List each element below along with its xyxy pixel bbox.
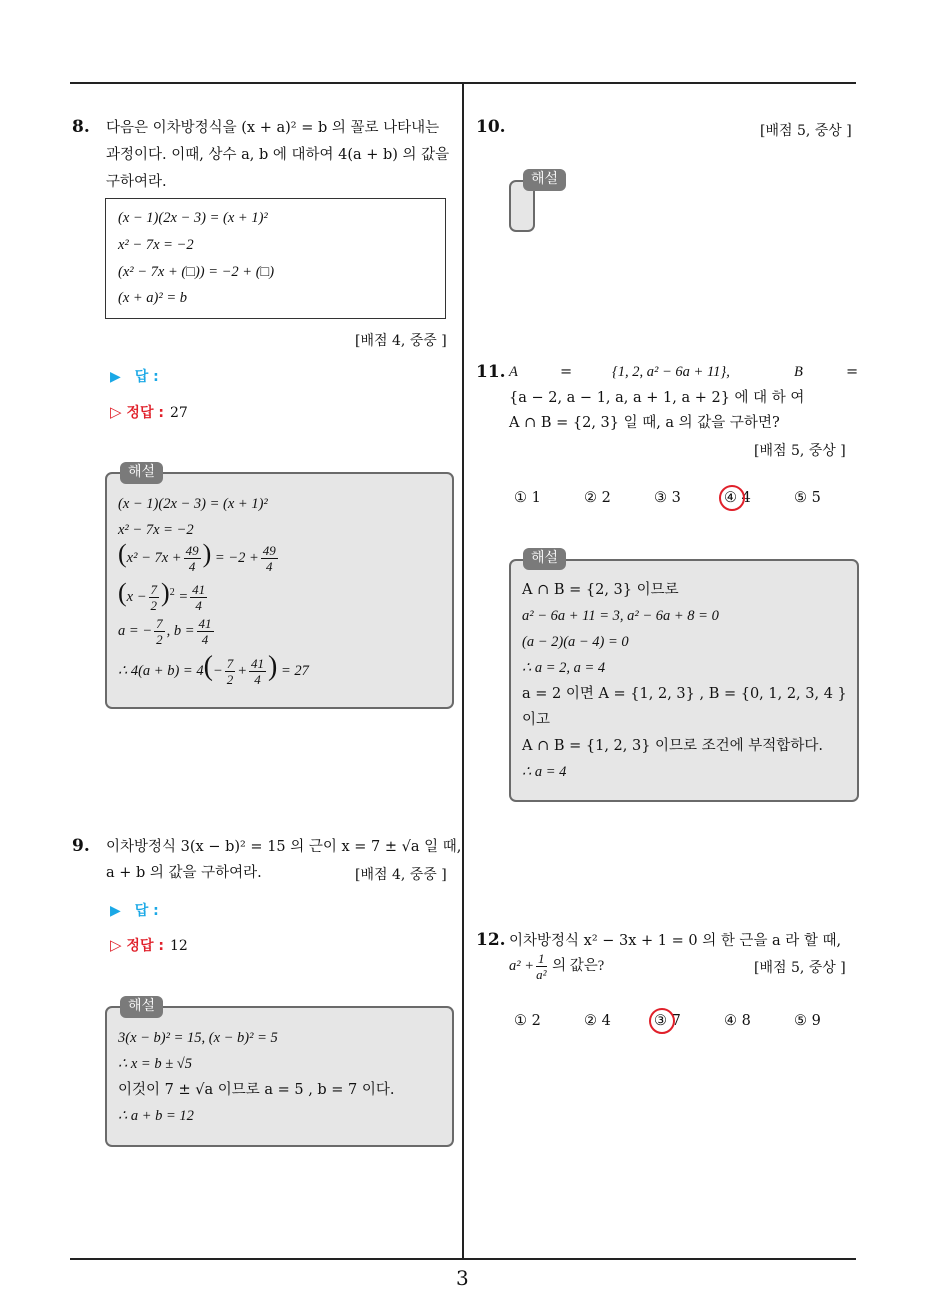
- question-9-text-line-1: 이차방정식 3(x − b)² = 15 의 근이 x = 7 ± √a 일 때,: [106, 839, 462, 855]
- question-10-score: [배점 5, 중상 ]: [760, 123, 852, 139]
- process-line-3: (x² − 7x + (□)) = −2 + (□): [118, 264, 275, 280]
- exp11-line-1: A ∩ B = {2, 3} 이므로: [522, 582, 679, 598]
- correct-value: 27: [169, 405, 188, 421]
- process-line-4: (x + a)² = b: [118, 290, 188, 306]
- question-8-score: [배점 4, 중중 ]: [355, 333, 447, 349]
- question-9-score: [배점 4, 중중 ]: [355, 867, 447, 883]
- question-12-choice-4[interactable]: ④ 8: [724, 1013, 751, 1029]
- question-11-text-b: B: [794, 364, 803, 380]
- exp8-line-4: (x − $\frac{7}{2}$ )$^2$ = $\frac{41}{4}$: [118, 578, 206, 614]
- selected-answer-circle-icon: [719, 485, 745, 511]
- question-11-choice-4[interactable]: ④ 4: [724, 490, 751, 506]
- question-8-text-line-1: 다음은 이차방정식을 (x + a)² = b 의 꼴로 나타내는: [106, 120, 440, 136]
- question-8-text-line-2: 과정이다. 이때, 상수 a, b 에 대하여 4(a + b) 의 값을: [106, 147, 450, 163]
- play-triangle-icon: ▶: [110, 369, 121, 385]
- question-9-answer-row: [110, 900, 159, 920]
- process-line-1: (x − 1)(2x − 3) = (x + 1)²: [118, 210, 268, 226]
- question-10-number: 10.: [476, 117, 506, 137]
- exp11-line-3: (a − 2)(a − 4) = 0: [522, 634, 629, 650]
- correct-label: 정답 :: [126, 405, 164, 421]
- correct-value: 12: [169, 938, 188, 954]
- exp9-line-3: 이것이 7 ± √a 이므로 a = 5 , b = 7 이다.: [118, 1082, 395, 1098]
- column-divider: [462, 83, 464, 1260]
- question-11-text-eq2: =: [846, 364, 859, 380]
- exp8-line-3: (x² − 7x + $\frac{49}{4}$ ) = −2 + $\frac{49}{4}$: [118, 539, 276, 575]
- play-triangle-icon: ▶: [110, 903, 121, 919]
- question-8-process-box: [105, 198, 446, 319]
- question-9-explanation-tag: 해설: [120, 996, 163, 1018]
- question-9-number: 9.: [72, 836, 90, 856]
- question-11-set-a: {1, 2, a² − 6a + 11},: [612, 364, 730, 380]
- question-11-explanation-tag: 해설: [523, 548, 566, 570]
- exp11-line-6: 이고: [522, 712, 551, 728]
- exp9-line-2: ∴ x = b ± √5: [118, 1056, 192, 1072]
- question-12-choice-3[interactable]: ③ 7: [654, 1013, 681, 1029]
- question-9-text-line-2: a + b 의 값을 구하여라.: [106, 865, 262, 881]
- question-12-text-line-2: a² + $\frac{1}{\text{a²}}$ 의 값은?: [509, 951, 605, 983]
- question-8-number: 8.: [72, 117, 90, 137]
- question-11-number: 11.: [476, 362, 506, 382]
- answer-label: 답 :: [134, 369, 159, 385]
- exp8-line-5: a = − $\frac{7}{2}$ , b = $\frac{41}{4}$: [118, 616, 212, 648]
- exp11-line-5: a = 2 이면 A = {1, 2, 3} , B = {0, 1, 2, 3, 4 }: [522, 686, 847, 702]
- question-11-choice-3[interactable]: ③ 3: [654, 490, 681, 506]
- exp11-line-2: a² − 6a + 11 = 3, a² − 6a + 8 = 0: [522, 608, 719, 624]
- selected-answer-circle-icon: [649, 1008, 675, 1034]
- exp8-line-1: (x − 1)(2x − 3) = (x + 1)²: [118, 496, 268, 512]
- exp11-line-7: A ∩ B = {1, 2, 3} 이므로 조건에 부적합하다.: [522, 738, 823, 754]
- exp11-line-8: ∴ a = 4: [522, 764, 567, 780]
- correct-label: 정답 :: [126, 938, 164, 954]
- question-11-choice-2[interactable]: ② 2: [584, 490, 611, 506]
- exp11-line-4: ∴ a = 2, a = 4: [522, 660, 606, 676]
- answer-label: 답 :: [134, 903, 159, 919]
- question-11-text-a: A: [509, 364, 518, 380]
- exp9-line-1: 3(x − b)² = 15, (x − b)² = 5: [118, 1030, 278, 1046]
- bottom-rule: [70, 1258, 856, 1260]
- question-8-explanation-tag: 해설: [120, 462, 163, 484]
- question-11-choice-1[interactable]: ① 1: [514, 490, 541, 506]
- question-8-correct-row: [110, 402, 188, 422]
- question-11-choice-5[interactable]: ⑤ 5: [794, 490, 821, 506]
- question-12-number: 12.: [476, 930, 506, 950]
- question-12-choice-5[interactable]: ⑤ 9: [794, 1013, 821, 1029]
- exp8-line-6: ∴ 4(a + b) = 4(− $\frac{7}{2}$ + $\frac{41}{4}$ ) = 27: [118, 651, 309, 688]
- question-8-answer-row: [110, 366, 159, 386]
- question-8-text-line-3: 구하여라.: [106, 174, 167, 190]
- question-11-text-line-2: {a − 2, a − 1, a, a + 1, a + 2} 에 대 하 여: [509, 390, 805, 406]
- question-9-correct-row: [110, 935, 188, 955]
- question-12-text-line-1: 이차방정식 x² − 3x + 1 = 0 의 한 근을 a 라 할 때,: [509, 933, 842, 949]
- process-line-2: x² − 7x = −2: [118, 237, 194, 253]
- question-11-text-line-3: A ∩ B = {2, 3} 일 때, a 의 값을 구하면?: [509, 415, 780, 431]
- question-11-score: [배점 5, 중상 ]: [754, 443, 846, 459]
- question-12-choice-2[interactable]: ② 4: [584, 1013, 611, 1029]
- page-number: 3: [456, 1266, 469, 1290]
- question-10-explanation-tag: 해설: [523, 169, 566, 191]
- question-11-text-eq1: =: [560, 364, 573, 380]
- question-12-choice-1[interactable]: ① 2: [514, 1013, 541, 1029]
- hollow-triangle-icon: ▷: [110, 936, 122, 954]
- question-12-score: [배점 5, 중상 ]: [754, 960, 846, 976]
- exp8-line-2: x² − 7x = −2: [118, 522, 194, 538]
- exp9-line-4: ∴ a + b = 12: [118, 1108, 194, 1124]
- hollow-triangle-icon: ▷: [110, 403, 122, 421]
